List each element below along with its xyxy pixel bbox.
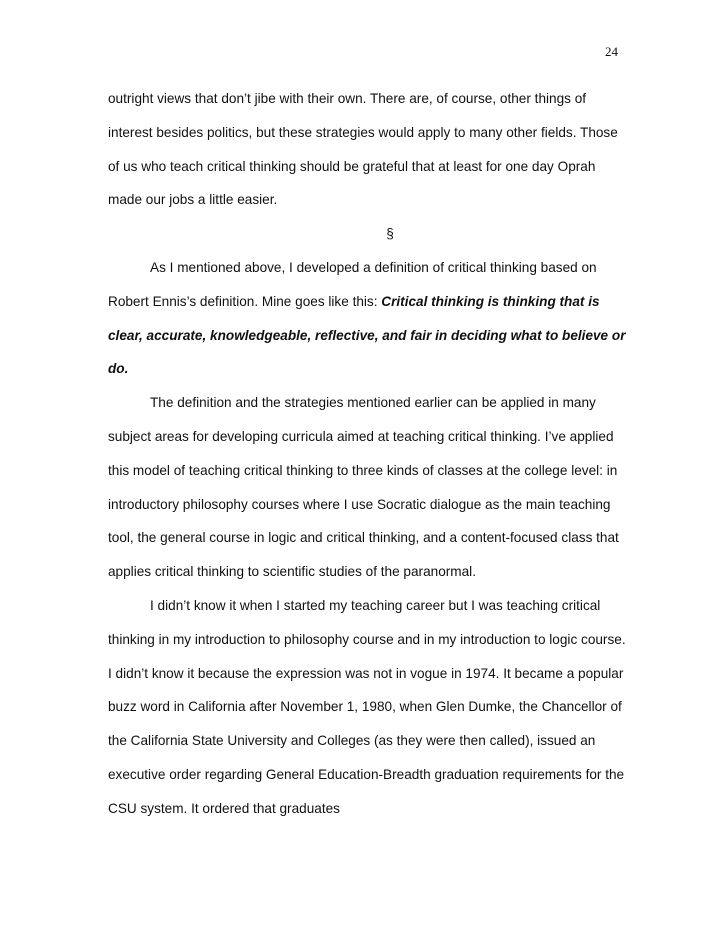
paragraph-applications: The definition and the strategies mentioned earlier can be applied in many subject areas for developing curricula aimed at teaching critical thinking. I’ve applied this model of teaching critical thinking to three kinds of classes at the college level: in introductory philosophy courses where I use Socratic dialogue as the main teaching tool, the general course in logic and critical thinking, and a content-focused class that applies critical thinking to scientific studies of the paranormal. <box>108 395 619 580</box>
paragraph-definition <box>108 251 628 386</box>
definition-intro-text: As I mentioned above, I developed a definition of critical thinking based on Robert Ennis’s definition. Mine goes like this: <box>108 259 597 309</box>
page-number: 24 <box>605 44 618 59</box>
definition-emphasis: Critical thinking is thinking that is clear, accurate, knowledgeable, reflective, and fair in deciding what to believe or do. <box>108 293 626 377</box>
paragraph-continuation: outright views that don’t jibe with their own. There are, of course, other things of interest besides politics, but these strategies would apply to many other fields. Those of us who teach critical thinking should be grateful that at least for one day Oprah made our jobs a little easier. <box>108 91 618 208</box>
paragraph-history: I didn’t know it when I started my teaching career but I was teaching critical thinking in my introduction to philosophy course and in my introduction to logic course. I didn’t know it because the expression was not in vogue in 1974. It became a popular buzz word in California after November 1, 1980, when Glen Dumke, the Chancellor of the California State University and Colleges (as they were then called), issued an executive order regarding General Education-Breadth graduation requirements for the CSU system. It ordered that graduates <box>108 597 626 816</box>
section-mark: § <box>386 226 394 242</box>
document-body <box>108 82 628 826</box>
